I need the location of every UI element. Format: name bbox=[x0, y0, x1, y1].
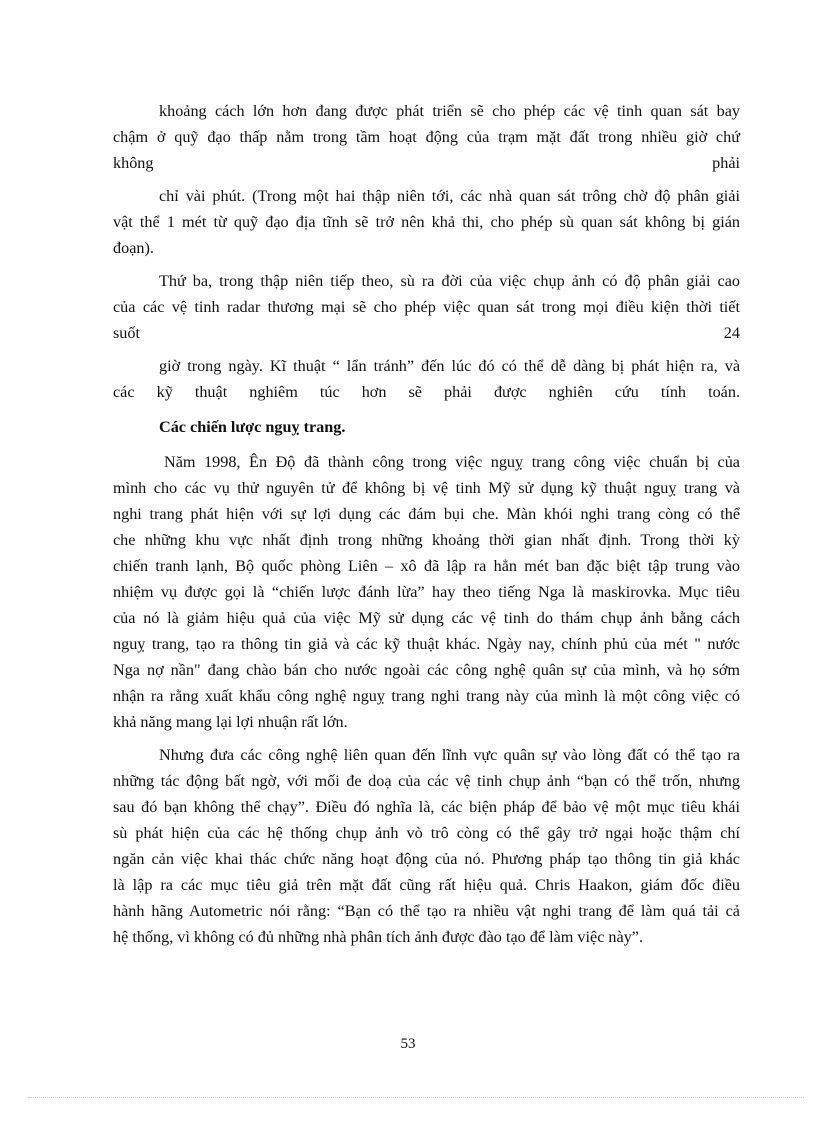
body-text bbox=[113, 98, 740, 950]
text-line: vật thể 1 mét từ quỹ đạo địa tĩnh sẽ trở nên khả thi, cho phép sù quan sát không bị gián bbox=[113, 213, 740, 231]
text-line: các kỹ thuật nghiêm túc hơn sẽ phải được nghiên cứu tính toán. bbox=[113, 383, 740, 401]
text-line: nhận ra rằng xuất khẩu công nghệ nguỵ trang nghi trang này của mình là một công việc có bbox=[113, 687, 740, 705]
text-line: hành hãng Autometric nói rằng: “Bạn có thể tạo ra nhiều vật nghi trang để làm quá tải cả bbox=[113, 902, 740, 920]
text-line: Thứ ba, trong thập niên tiếp theo, sù ra đời của việc chụp ảnh có độ phân giải cao bbox=[159, 272, 740, 290]
text-line: chậm ở quỹ đạo thấp nằm trong tầm hoạt động của trạm mặt đất trong nhiều giờ chứ bbox=[113, 128, 740, 146]
page-border-line bbox=[28, 1097, 804, 1098]
text-line: giờ trong ngày. Kĩ thuật “ lẩn tránh” đến lúc đó có thể dễ dàng bị phát hiện ra, và bbox=[159, 357, 740, 375]
text-line: khả năng mang lại lợi nhuận rất lớn. bbox=[113, 713, 348, 731]
text-line: hệ thống, vì không có đủ những nhà phân tích ảnh được đào tạo để làm việc này”. bbox=[113, 928, 644, 946]
text-line: sau đó bạn không thể chạy”. Điều đó nghĩa là, các biện pháp để bảo vệ một mục tiêu khái bbox=[113, 798, 740, 816]
text-line: là lập ra các mục tiêu giả trên mặt đất cũng rất hiệu quả. Chris Haakon, giám đốc điều bbox=[113, 876, 740, 894]
text-line: của nó là giảm hiệu quả của việc Mỹ sử dụng các vệ tinh do thám chụp ảnh bằng cách bbox=[113, 609, 740, 627]
text-line: nguỵ trang, tạo ra thông tin giả và các kỹ thuật khác. Ngày nay, chính phủ của mét " nước bbox=[113, 635, 740, 653]
text-line: nghi trang phát hiện với sự lợi dụng các đám bụi che. Màn khói nghi trang còng có thể bbox=[113, 505, 740, 523]
text-line: đoạn). bbox=[113, 239, 154, 257]
text-line: của các vệ tinh radar thương mại sẽ cho phép việc quan sát trong mọi điều kiện thời tiết bbox=[113, 298, 740, 316]
text-line: khoảng cách lớn hơn đang được phát triển sẽ cho phép các vệ tinh quan sát bay bbox=[159, 102, 740, 120]
text-line: che những khu vực nhất định trong những khoảng thời gian nhất định. Trong thời kỳ bbox=[113, 531, 740, 549]
text-line: chỉ vài phút. (Trong một hai thập niên tới, các nhà quan sát trông chờ độ phân giải bbox=[159, 187, 740, 205]
text-line: Nhưng đưa các công nghệ liên quan đến lĩnh vực quân sự vào lòng đất có thể tạo ra bbox=[159, 746, 740, 764]
page-number: 53 bbox=[400, 1036, 416, 1052]
text-line: ngăn cản việc khai thác chức năng hoạt động của nó. Phương pháp tạo thông tin giả khác bbox=[113, 850, 740, 868]
text-line: Nga nợ nần" đang chào bán cho nước ngoài các công nghệ quân sự của mình, và họ sớm bbox=[113, 661, 740, 679]
text-line: sù phát hiện của các hệ thống chụp ảnh vò trô còng có thể gây trở ngại hoặc thậm chí bbox=[113, 824, 740, 842]
text-line: Năm 1998, Ên Độ đã thành công trong việc nguỵ trang công việc chuẩn bị của bbox=[164, 453, 740, 471]
text-line: suốt 24 bbox=[113, 324, 740, 342]
text-line: nhiệm vụ được gọi là “chiến lược đánh lừa” hay theo tiếng Nga là maskirovka. Mục tiêu bbox=[113, 583, 740, 601]
text-line: mình cho các vụ thử nguyên tử để không bị vệ tinh Mỹ sử dụng kỹ thuật nguỵ trang và bbox=[113, 479, 740, 497]
section-heading: Các chiến lược nguỵ trang. bbox=[159, 418, 346, 436]
text-line: những tác động bất ngờ, với mối đe doạ của các vệ tinh chụp ảnh “bạn có thể trốn, nhưng bbox=[113, 772, 740, 790]
text-line: chiến tranh lạnh, Bộ quốc phòng Liên – xô đã lập ra hẳn mét ban đặc biệt tập trung vào bbox=[113, 557, 740, 575]
text-line: không phải bbox=[113, 154, 740, 172]
